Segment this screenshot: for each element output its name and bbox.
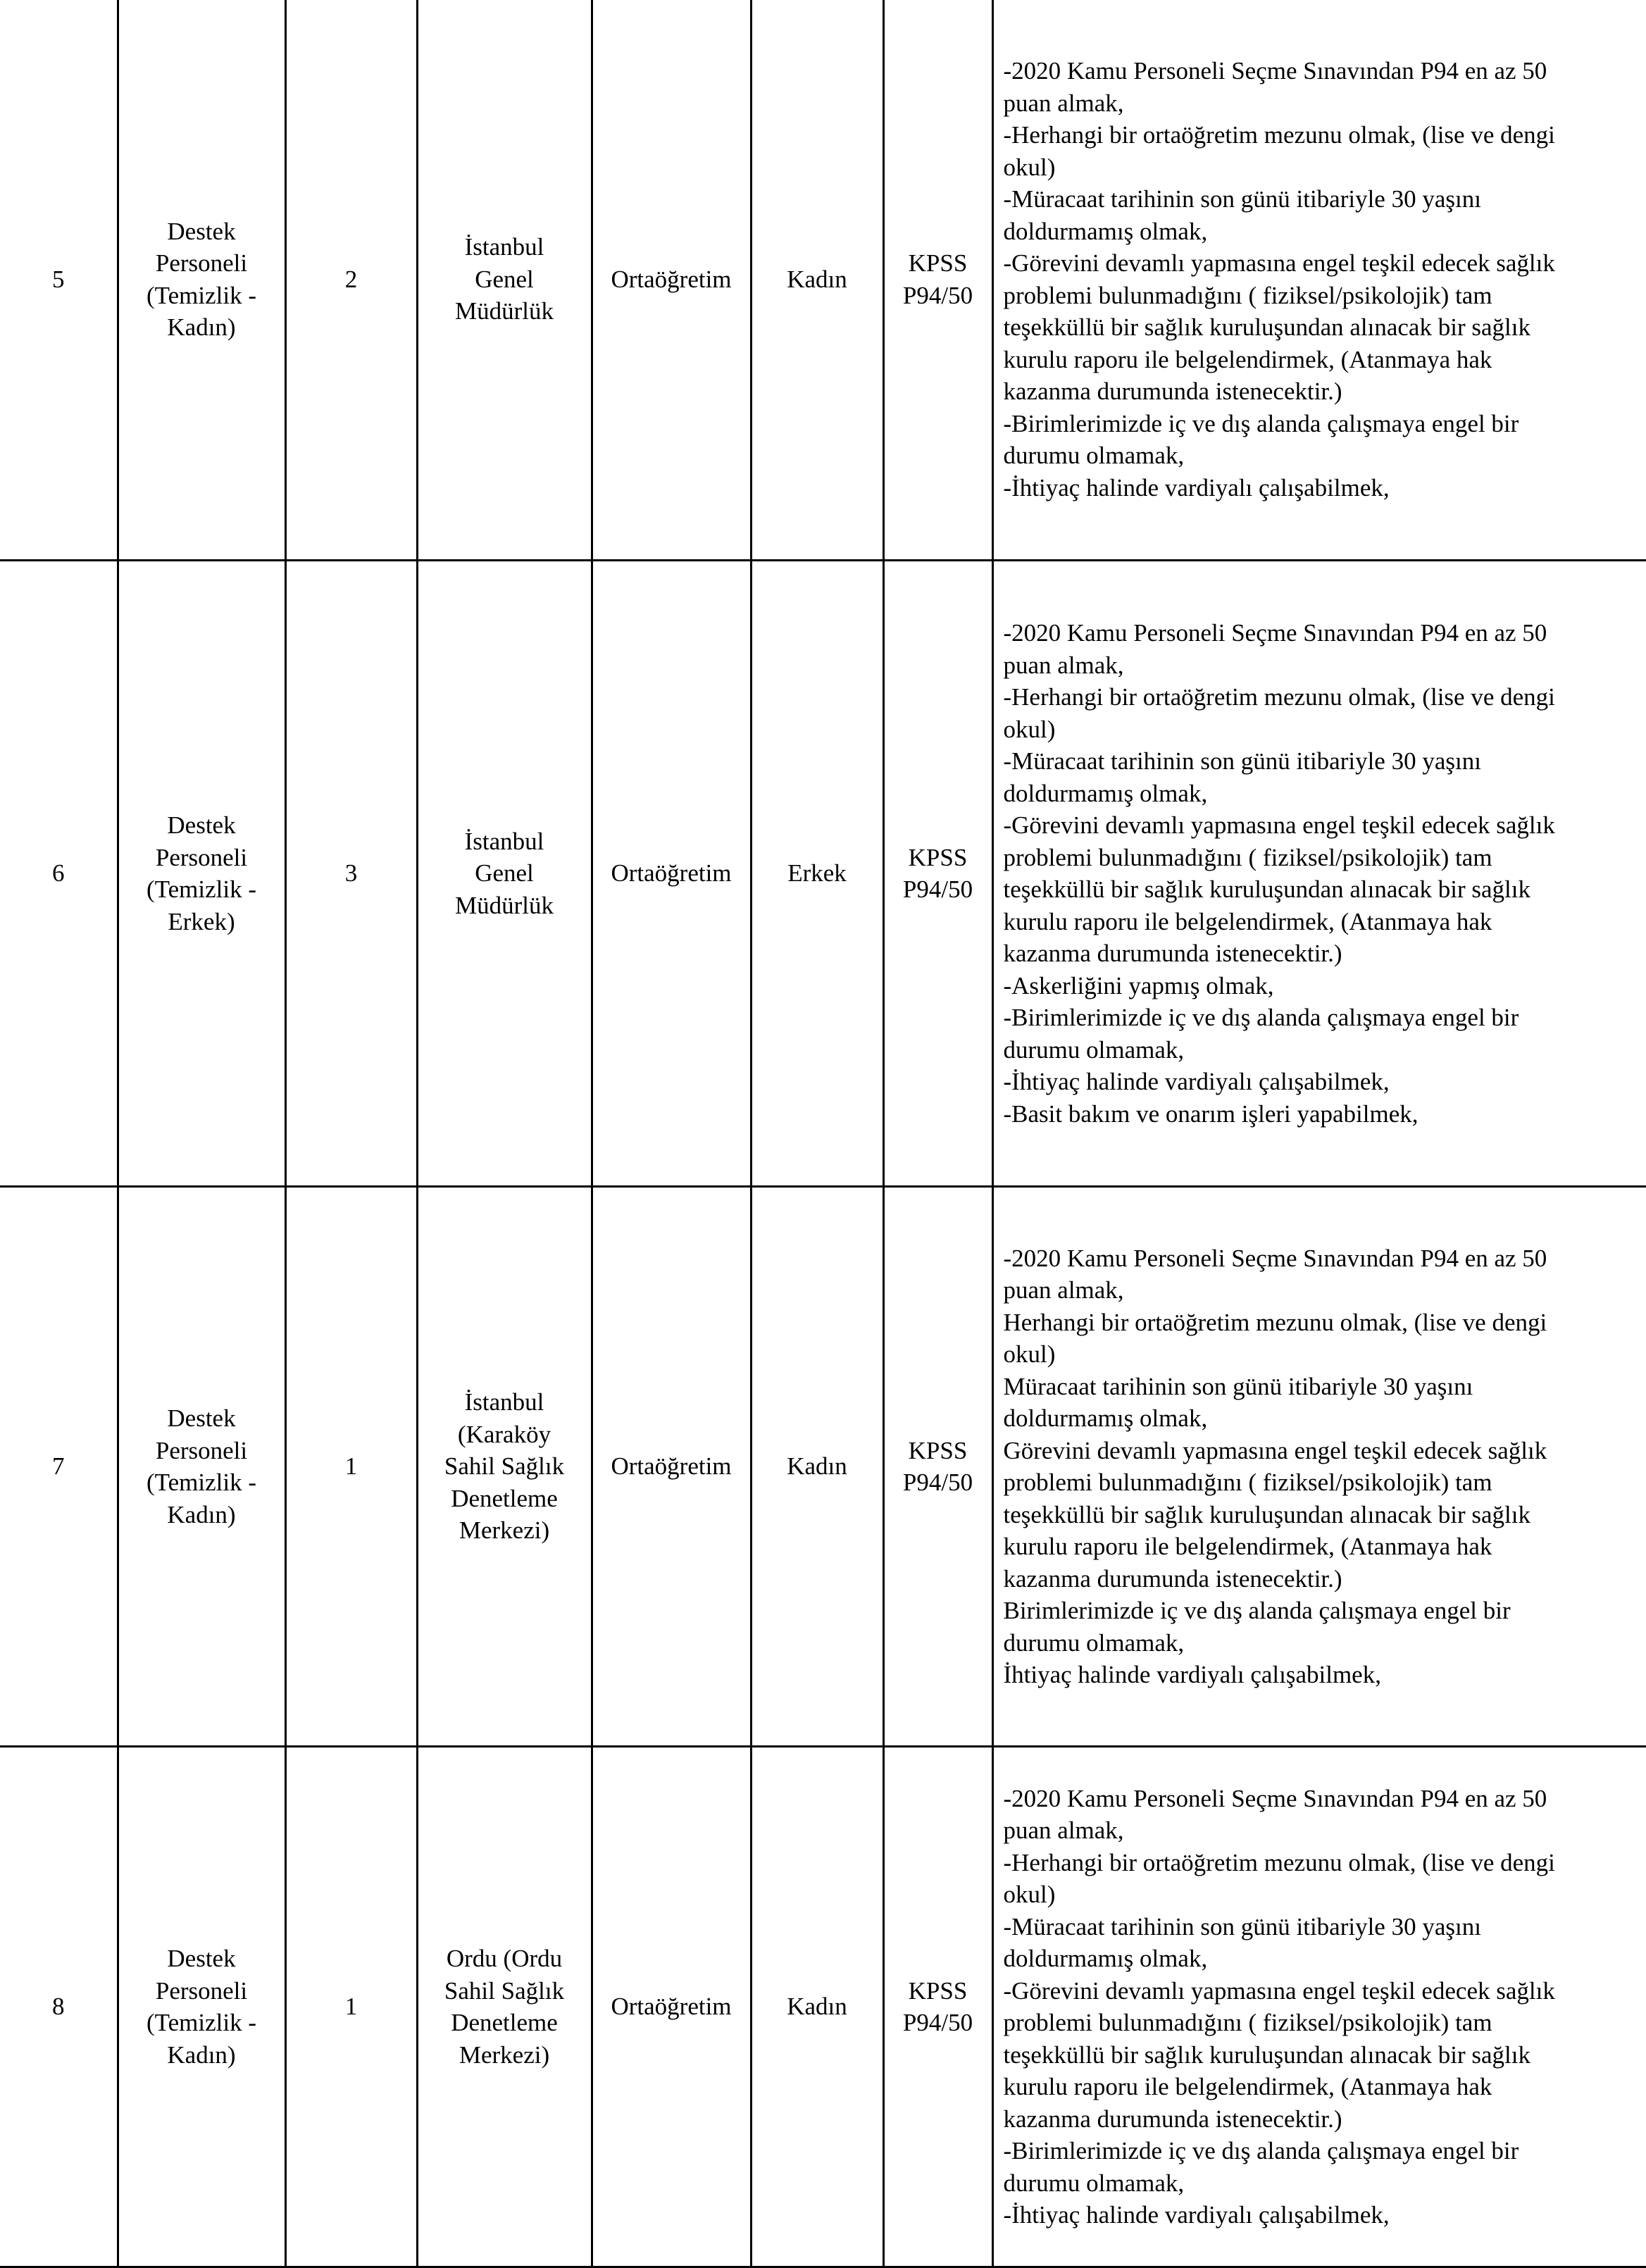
education-cell: Ortaöğretim (592, 561, 751, 1187)
requirements-cell: -2020 Kamu Personeli Seçme Sınavından P94 en az 50 puan almak, -Herhangi bir ortaöğretim mezunu olmak, (lise ve dengi okul) -Müracaat tarihinin son günü itibariyle 30 yaşını doldurmamış olmak, -Görevini devamlı yapmasına engel teşkil edecek sağlık problemi bulunmadığını ( fiziksel/psikolojik) tam teşekküllü bir sağlık kuruluşundan alınacak bir sağlık kurulu raporu ile belgelendirmek, (Atanmaya hak kazanma durumunda istenecektir.) -Birimlerimizde iç ve dış alanda çalışmaya engel bir durumu olmamak, -İhtiyaç halinde vardiyalı çalışabilmek, (992, 1747, 1646, 2267)
gender-cell: Kadın (751, 1187, 883, 1747)
gender-cell: Kadın (751, 1747, 883, 2267)
row-number-cell: 7 (0, 1187, 118, 1747)
location-cell: İstanbul Genel Müdürlük (417, 561, 592, 1187)
table-row (0, 561, 1646, 1187)
position-count-cell: 1 (285, 1747, 417, 2267)
table-row (0, 1747, 1646, 2267)
position-count-cell: 3 (285, 561, 417, 1187)
row-number-cell: 6 (0, 561, 118, 1187)
exam-cell: KPSS P94/50 (883, 1747, 992, 2267)
exam-cell: KPSS P94/50 (883, 1187, 992, 1747)
gender-cell: Kadın (751, 0, 883, 561)
position-title-cell: Destek Personeli (Temizlik - Kadın) (118, 1747, 285, 2267)
requirements-cell: -2020 Kamu Personeli Seçme Sınavından P94 en az 50 puan almak, -Herhangi bir ortaöğretim mezunu olmak, (lise ve dengi okul) -Müracaat tarihinin son günü itibariyle 30 yaşını doldurmamış olmak, -Görevini devamlı yapmasına engel teşkil edecek sağlık problemi bulunmadığını ( fiziksel/psikolojik) tam teşekküllü bir sağlık kuruluşundan alınacak bir sağlık kurulu raporu ile belgelendirmek, (Atanmaya hak kazanma durumunda istenecektir.) -Askerliğini yapmış olmak, -Birimlerimizde iç ve dış alanda çalışmaya engel bir durumu olmamak, -İhtiyaç halinde vardiyalı çalışabilmek, -Basit bakım ve onarım işleri yapabilmek, (992, 561, 1646, 1187)
location-cell: Ordu (Ordu Sahil Sağlık Denetleme Merkezi) (417, 1747, 592, 2267)
location-cell: İstanbul Genel Müdürlük (417, 0, 592, 561)
table-row (0, 0, 1646, 561)
row-number-cell: 8 (0, 1747, 118, 2267)
exam-cell: KPSS P94/50 (883, 561, 992, 1187)
exam-cell: KPSS P94/50 (883, 0, 992, 561)
position-title-cell: Destek Personeli (Temizlik - Kadın) (118, 1187, 285, 1747)
position-title-cell: Destek Personeli (Temizlik - Kadın) (118, 0, 285, 561)
requirements-cell: -2020 Kamu Personeli Seçme Sınavından P94 en az 50 puan almak, Herhangi bir ortaöğretim mezunu olmak, (lise ve dengi okul) Müracaat tarihinin son günü itibariyle 30 yaşını doldurmamış olmak, Görevini devamlı yapmasına engel teşkil edecek sağlık problemi bulunmadığını ( fiziksel/psikolojik) tam teşekküllü bir sağlık kuruluşundan alınacak bir sağlık kurulu raporu ile belgelendirmek, (Atanmaya hak kazanma durumunda istenecektir.) Birimlerimizde iç ve dış alanda çalışmaya engel bir durumu olmamak, İhtiyaç halinde vardiyalı çalışabilmek, (992, 1187, 1646, 1747)
education-cell: Ortaöğretim (592, 0, 751, 561)
education-cell: Ortaöğretim (592, 1747, 751, 2267)
row-number-cell: 5 (0, 0, 118, 561)
education-cell: Ortaöğretim (592, 1187, 751, 1747)
gender-cell: Erkek (751, 561, 883, 1187)
position-count-cell: 2 (285, 0, 417, 561)
location-cell: İstanbul (Karaköy Sahil Sağlık Denetleme Merkezi) (417, 1187, 592, 1747)
position-title-cell: Destek Personeli (Temizlik - Erkek) (118, 561, 285, 1187)
requirements-cell: -2020 Kamu Personeli Seçme Sınavından P94 en az 50 puan almak, -Herhangi bir ortaöğretim mezunu olmak, (lise ve dengi okul) -Müracaat tarihinin son günü itibariyle 30 yaşını doldurmamış olmak, -Görevini devamlı yapmasına engel teşkil edecek sağlık problemi bulunmadığını ( fiziksel/psikolojik) tam teşekküllü bir sağlık kuruluşundan alınacak bir sağlık kurulu raporu ile belgelendirmek, (Atanmaya hak kazanma durumunda istenecektir.) -Birimlerimizde iç ve dış alanda çalışmaya engel bir durumu olmamak, -İhtiyaç halinde vardiyalı çalışabilmek, (992, 0, 1646, 561)
position-count-cell: 1 (285, 1187, 417, 1747)
table-row (0, 1187, 1646, 1747)
